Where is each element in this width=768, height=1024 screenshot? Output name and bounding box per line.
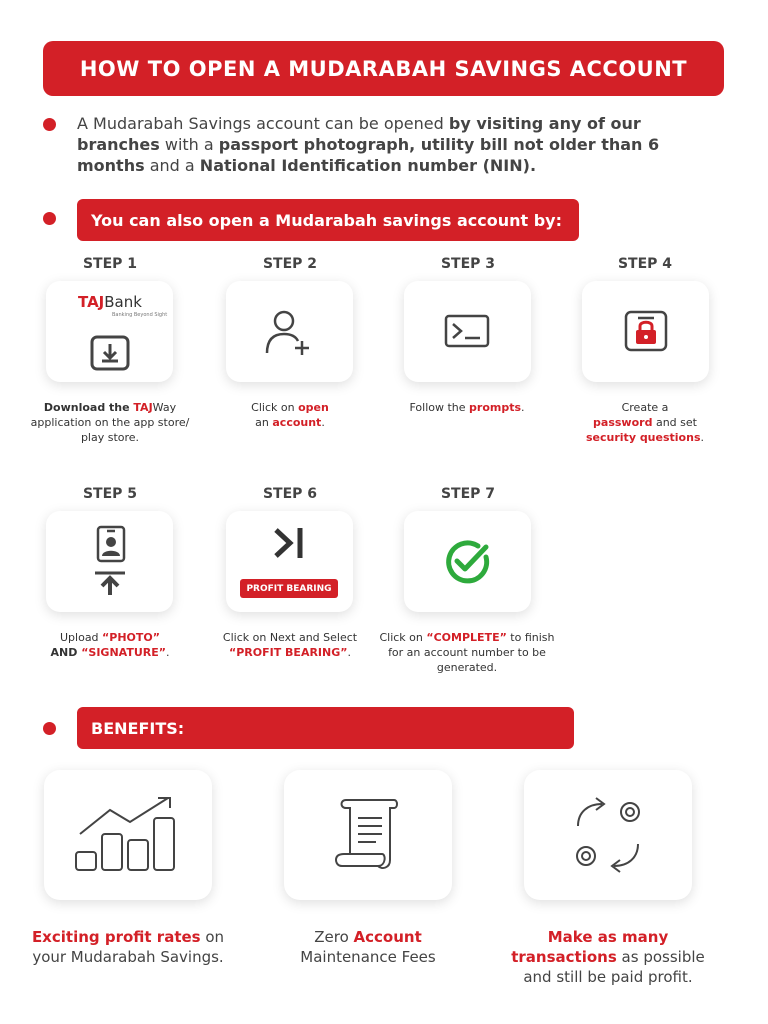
step-7-label: STEP 7 [440,486,496,502]
step-2-description: Click on open an account. [251,401,329,429]
lock-icon [624,310,668,352]
step-5-label: STEP 5 [82,486,138,502]
exchange-icon [568,796,648,874]
step-1-description: Download the TAJWay application on the app store/ play store. [30,401,190,444]
profit-bearing-badge: PROFIT BEARING [240,579,338,598]
intro-text: A Mudarabah Savings account can be opened by visiting any of our branches with a passport photograph, utility bill not older than 6 months and a National Identification number (NIN). [77,114,660,175]
step-3-description: Follow the prompts. [409,401,525,414]
terminal-icon [444,314,490,348]
tajbank-logo: TAJBank [78,293,142,311]
step-7-card [404,511,531,612]
step-4-card [582,281,709,382]
step-2-label: STEP 2 [262,256,318,272]
step-5-card [46,511,173,612]
benefit-3-card [524,770,692,900]
step-6-label: STEP 6 [262,486,318,502]
bullet-icon [43,118,56,131]
growth-chart-icon [72,794,184,874]
add-user-icon [264,309,314,355]
benefit-1-description: Exciting profit rates on your Mudarabah Savings. [31,928,225,966]
tajbank-logo-tagline: Banking Beyond Sight [112,312,168,318]
benefits-banner: BENEFITS: [77,707,574,749]
next-icon [272,526,308,560]
also-open-banner: You can also open a Mudarabah savings account by: [77,199,579,241]
benefit-3-description: Make as many transactions as possible and still be paid profit. [511,928,705,986]
step-3-card [404,281,531,382]
step-3-label: STEP 3 [440,256,496,272]
bullet-icon [43,722,56,735]
step-5-description: Upload “PHOTO” AND “SIGNATURE”. [50,631,170,659]
check-circle-icon [444,539,492,585]
upload-icon [93,571,127,597]
bullet-icon [43,212,56,225]
benefit-2-card [284,770,452,900]
step-2-card [226,281,353,382]
step-4-label: STEP 4 [617,256,673,272]
download-icon [90,335,130,371]
step-7-description: Click on “COMPLETE” to finish for an account number to be generated. [379,631,555,674]
benefit-2-description: Zero Account Maintenance Fees [300,928,436,966]
id-photo-icon [96,525,126,563]
page-title: HOW TO OPEN A MUDARABAH SAVINGS ACCOUNT [43,41,724,96]
benefit-1-card [44,770,212,900]
step-1-card [46,281,173,382]
step-6-card [226,511,353,612]
step-4-description: Create a password and set security questions. [586,401,704,444]
scroll-icon [332,794,404,874]
step-1-label: STEP 1 [82,256,138,272]
step-6-description: Click on Next and Select “PROFIT BEARING”. [222,631,358,659]
